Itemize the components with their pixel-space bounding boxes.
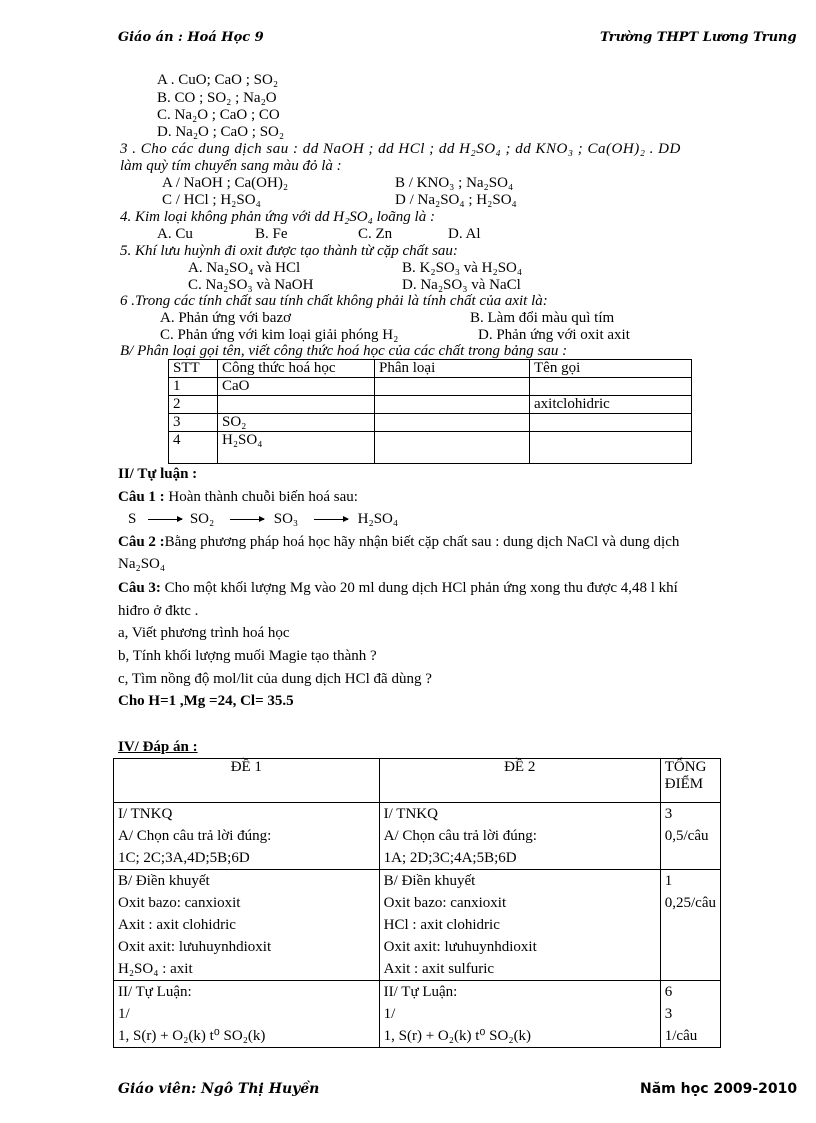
answer-header-row [114,759,721,803]
answer-row [114,981,721,1048]
table-row [169,396,692,414]
answer-line: 1/câu [664,1028,698,1044]
table-header-cell: Công thức hoá học [218,360,375,378]
q6-option-d: D. Phản ứng với oxit axit [478,327,630,343]
chain-so3: SO₃ [273,511,299,527]
table-header-row [169,360,692,378]
table-row [169,414,692,432]
table-header-cell: STT [169,360,218,378]
cau1-label: Câu 1 : [118,489,165,505]
answer-line: II/ Tự Luận: [383,984,458,1000]
cau2-text-2: Na₂SO₄ [118,556,166,572]
answer-cell [379,870,660,981]
answer-cell [114,870,380,981]
table-cell: CaO [218,378,375,396]
q6-option-c: C. Phản ứng với kim loại giải phóng H₂ [160,327,399,343]
table-row [169,378,692,396]
answer-line: B/ Điền khuyết [118,873,210,889]
q2-option-a: A . CuO; CaO ; SO₂ [157,72,279,88]
answer-line: 3 [664,806,673,822]
q5-option-d: D. Na₂SO₃ và NaCl [402,277,521,293]
cau1-text: Hoàn thành chuỗi biến hoá sau: [164,489,358,505]
table-cell: 4 [169,432,218,464]
q3-stem: 3 . Cho các dung dịch sau : dd NaOH ; dd HCl ; dd H₂SO₄ ; dd KNO₃ ; Ca(OH)₂ . DD [120,141,681,157]
cau3 [118,580,678,597]
answer-cell [660,803,720,870]
part2-title: II/ Tự luận : [118,466,198,482]
answer-line: 3 [664,1006,673,1022]
table-header-cell: Phân loại [375,360,530,378]
q4-option-c: C. Zn [358,226,393,242]
answer-row [114,870,721,981]
cau3-text: Cho một khối lượng Mg vào 20 ml dung dịch HCl phản ứng xong thu được 4,48 l khí [160,580,678,596]
answer-cell [660,870,720,981]
reaction-chain [128,511,398,528]
q6-option-a: A. Phản ứng với bazơ [160,310,292,326]
q4-option-b: B. Fe [255,226,288,242]
answer-cell [379,803,660,870]
q2-option-b: B. CO ; SO₂ ; Na₂O [157,90,277,106]
table-cell [375,378,530,396]
chain-so2: SO₂ [189,511,215,527]
answer-line: A/ Chọn câu trả lời đúng: [118,828,272,844]
table-header-cell: Tên gọi [530,360,692,378]
cau3-c: c, Tìm nồng độ mol/lit của dung dịch HCl đã dùng ? [118,671,432,687]
answer-cell [114,803,380,870]
answer-header-total: TỔNG ĐIỂM [660,759,720,803]
cau3-b: b, Tính khối lượng muối Magie tạo thành ? [118,648,377,664]
cau2 [118,534,679,551]
table-row [169,432,692,464]
q3-option-c: C / HCl ; H₂SO₄ [162,192,261,208]
classification-table [168,359,692,464]
q3-option-b: B / KNO₃ ; Na₂SO₄ [395,175,514,191]
answer-line: A/ Chọn câu trả lời đúng: [383,828,537,844]
answer-header-de1: ĐỀ 1 [114,759,380,803]
given-values: Cho H=1 ,Mg =24, Cl= 35.5 [118,693,294,709]
q3-option-a: A / NaOH ; Ca(OH)₂ [162,175,289,191]
partB-title: B/ Phân loại gọi tên, viết công thức hoá học của các chất trong bảng sau : [120,343,568,359]
answer-line: I/ TNKQ [118,806,173,822]
answer-line: Oxit axit: lưuhuynhdioxit [383,939,537,955]
arrow-icon [314,519,348,520]
q2-option-d: D. Na₂O ; CaO ; SO₂ [157,124,285,140]
q4-stem: 4. Kim loại không phản ứng với dd H₂SO₄ loãng là : [120,209,435,225]
q2-option-c: C. Na₂O ; CaO ; CO [157,107,280,123]
answer-line: 1 [664,873,673,889]
answer-line: 1, S(r) + O₂(k) t⁰ SO₂(k) [118,1028,266,1044]
cau1 [118,489,358,506]
cau2-text: Bằng phương pháp hoá học hãy nhận biết cặp chất sau : dung dịch NaCl và dung dịch [164,534,680,550]
table-cell: H₂SO₄ [218,432,375,464]
footer-left: Giáo viên: Ngô Thị Huyền [118,1081,320,1097]
q6-option-b: B. Làm đổi màu quì tím [470,310,615,326]
cau3-text-2: hiđro ở đktc . [118,603,199,619]
answer-line: 1/ [118,1006,130,1022]
q4-option-d: D. Al [448,226,481,242]
answer-row [114,803,721,870]
answer-line: I/ TNKQ [383,806,438,822]
chain-h2so4: H₂SO₄ [357,511,399,527]
answer-line: Axit : axit clohidric [118,917,236,933]
answer-line: 6 [664,984,673,1000]
header-right: Trường THPT Lương Trung [600,30,797,45]
q3-option-d: D / Na₂SO₄ ; H₂SO₄ [395,192,517,208]
cau2-label: Câu 2 : [118,534,165,550]
table-cell [530,432,692,464]
answer-line: 1, S(r) + O₂(k) t⁰ SO₂(k) [383,1028,532,1044]
table-cell [375,396,530,414]
answer-line: Oxit bazo: canxioxit [383,895,507,911]
answer-line: Axit : axit sulfuric [383,961,495,977]
q3-stem-2: làm quỳ tím chuyển sang màu đỏ là : [120,158,342,174]
cau3-a: a, Viết phương trình hoá học [118,625,290,641]
q5-option-b: B. K₂SO₃ và H₂SO₄ [402,260,523,276]
arrow-icon [148,519,182,520]
footer-right: Năm học 2009-2010 [640,1081,798,1097]
table-cell [218,396,375,414]
answer-table [113,758,721,1048]
q5-option-c: C. Na₂SO₃ và NaOH [188,277,314,293]
table-cell [375,414,530,432]
q4-option-a: A. Cu [157,226,193,242]
answer-line: 0,25/câu [664,895,716,911]
chain-s: S [128,511,137,527]
answer-cell [379,981,660,1048]
table-cell: 3 [169,414,218,432]
answer-line: II/ Tự Luận: [118,984,192,1000]
answer-line: Oxit axit: lưuhuynhdioxit [118,939,272,955]
table-cell [375,432,530,464]
answer-cell [660,981,720,1048]
table-cell: axitclohidric [530,396,692,414]
table-cell: 1 [169,378,218,396]
answers-title: IV/ Đáp án : [118,739,198,755]
table-cell: SO₂ [218,414,375,432]
answer-line: H₂SO₄ : axit [118,961,193,977]
answer-line: 0,5/câu [664,828,709,844]
answer-line: HCl : axit clohidric [383,917,500,933]
answer-line: 1A; 2D;3C;4A;5B;6D [383,850,517,866]
answer-line: B/ Điền khuyết [383,873,476,889]
arrow-icon [230,519,264,520]
table-cell: 2 [169,396,218,414]
q6-stem: 6 .Trong các tính chất sau tính chất không phải là tính chất của axit là: [120,293,548,309]
answer-header-de2: ĐỀ 2 [379,759,660,803]
answer-line: Oxit bazo: canxioxit [118,895,241,911]
answer-line: 1/ [383,1006,396,1022]
q5-option-a: A. Na₂SO₄ và HCl [188,260,301,276]
q5-stem: 5. Khí lưu huỳnh đi oxit được tạo thành từ cặp chất sau: [120,243,458,259]
header-left: Giáo án : Hoá Học 9 [118,30,264,45]
table-cell [530,378,692,396]
answer-cell [114,981,380,1048]
answer-line: 1C; 2C;3A,4D;5B;6D [118,850,250,866]
table-cell [530,414,692,432]
cau3-label: Câu 3: [118,580,161,596]
